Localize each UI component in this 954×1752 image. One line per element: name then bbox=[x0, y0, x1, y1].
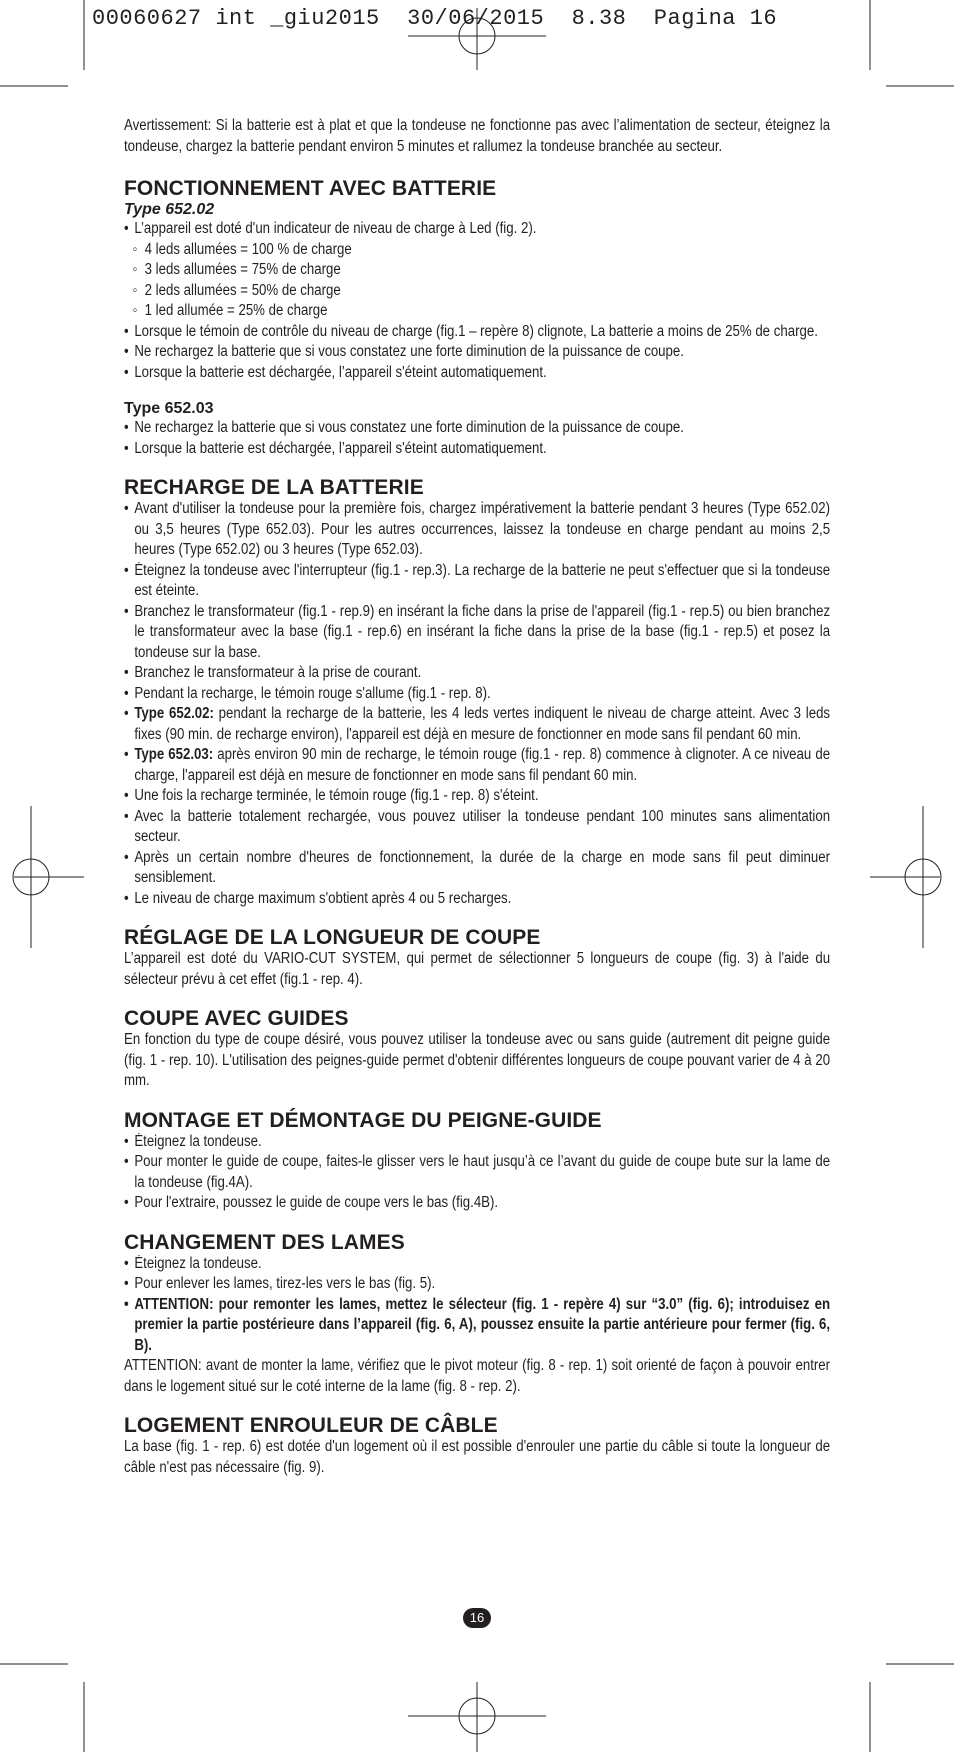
list-item: • Pour monter le guide de coupe, faites-le glisser vers le haut jusqu’à ce l’avant du guide de coupe bute sur la lame de la tondeuse (fig.4A). bbox=[124, 1152, 830, 1193]
section-title-blade-change: CHANGEMENT DES LAMES bbox=[124, 1230, 405, 1254]
type-65202-text: pendant la recharge de la batterie, les 4 leds vertes indiquent le niveau de charge atteint. Avec 3 leds fixes (90 min. de recharge environ), l'appareil est déjà en mesure de fonctionner en mode sans fil pendant 60 min. bbox=[134, 705, 831, 743]
led-level-list bbox=[124, 240, 830, 322]
list-item: • Pendant la recharge, le témoin rouge s'allume (fig.1 - rep. 8). bbox=[124, 684, 830, 705]
comb-mounting-bullets bbox=[124, 1132, 830, 1214]
attention-note: ATTENTION: avant de monter la lame, vérifiez que le pivot moteur (fig. 8 - rep. 1) soit orienté de façon à pouvoir entrer dans le logement situé sur le coté interne de la lame (fig. 8 - rep. 2). bbox=[124, 1357, 831, 1395]
list-item: • Avant d'utiliser la tondeuse pour la première fois, chargez impérativement la batterie pendant 3 heures (Type 652.02) ou 3,5 heures (Type 652.03). Pour les autres occurrences, laissez la tondeuse en charge pendant au moins 2,5 heures (Type 652.02) ou 3 heures (Type 652.03). bbox=[124, 499, 830, 561]
section-title-cut-length: RÉGLAGE DE LA LONGUEUR DE COUPE bbox=[124, 926, 541, 949]
attention-bold-item: • ATTENTION: pour remonter les lames, mettez le sélecteur (fig. 1 - repère 4) sur “3.0” (fig. 6); introduisez en premier la partie postérieure dans l’appareil (fig. 6, A), poussez ensuite la partie antérieure pour fermer (fig. 6, B). bbox=[124, 1295, 830, 1357]
section-title-battery-operation: FONCTIONNEMENT AVEC BATTERIE bbox=[124, 177, 497, 200]
list-item: • Le niveau de charge maximum s'obtient après 4 ou 5 recharges. bbox=[124, 889, 830, 910]
list-item: • Éteignez la tondeuse. bbox=[124, 1254, 830, 1275]
battery-bullets-a bbox=[124, 219, 830, 240]
list-item: • Branchez le transformateur (fig.1 - rep.9) en insérant la fiche dans la prise de l'appareil (fig.1 - rep.5) ou bien branchez le transformateur avec la base (fig.1 - rep.6) en insérant la fiche dans la prise de la base (fig.1 - rep.5) et posez la tondeuse sur la base. bbox=[124, 602, 830, 664]
list-item: • Avec la batterie totalement rechargée, vous pouvez utiliser la tondeuse pendant 100 minutes sans alimentation secteur. bbox=[124, 807, 830, 848]
list-item: ◦ 1 led allumée = 25% de charge bbox=[124, 301, 731, 322]
list-item: • L’appareil est doté d'un indicateur de niveau de charge à Led (fig. 2). bbox=[124, 219, 830, 240]
list-item: • Éteignez la tondeuse. bbox=[124, 1132, 830, 1153]
section-title-comb-mounting: MONTAGE ET DÉMONTAGE DU PEIGNE-GUIDE bbox=[124, 1108, 602, 1132]
recharge-bullets bbox=[124, 499, 830, 909]
list-item: ◦ 3 leds allumées = 75% de charge bbox=[124, 260, 731, 281]
section-title-guides: COUPE AVEC GUIDES bbox=[124, 1007, 349, 1030]
type-label-65202: Type 652.02 bbox=[124, 201, 215, 218]
list-item: • Lorsque le témoin de contrôle du niveau de charge (fig.1 – repère 8) clignote, La batterie a moins de 25% de charge. bbox=[124, 322, 830, 343]
print-slug: 00060627 int _giu2015 30/06/2015 8.38 Pagina 16 bbox=[92, 6, 778, 31]
list-item: ◦ 2 leds allumées = 50% de charge bbox=[124, 281, 731, 302]
list-item: • Lorsque la batterie est déchargée, l’appareil s'éteint automatiquement. bbox=[124, 363, 830, 384]
type-65203-label: Type 652.03: bbox=[134, 746, 214, 763]
list-item: • Pour enlever les lames, tirez-les vers le bas (fig. 5). bbox=[124, 1274, 830, 1295]
page-content bbox=[124, 116, 830, 1478]
type-label-65203: Type 652.03 bbox=[124, 400, 214, 417]
list-item: • Lorsque la batterie est déchargée, l’appareil s'éteint automatiquement. bbox=[124, 439, 830, 460]
list-item: • Après un certain nombre d'heures de fonctionnement, la durée de la charge en mode sans fil peut diminuer sensiblement. bbox=[124, 848, 830, 889]
list-item: • Branchez le transformateur à la prise de courant. bbox=[124, 663, 830, 684]
cut-length-text: L’appareil est doté du VARIO-CUT SYSTEM, qui permet de sélectionner 5 longueurs de coupe (fig. 3) à l'aide du sélecteur prévu à cet effet (fig.1 - rep. 4). bbox=[124, 950, 831, 988]
list-item bbox=[124, 704, 830, 745]
list-item: • Pour l'extraire, poussez le guide de coupe vers le bas (fig.4B). bbox=[124, 1193, 830, 1214]
battery-bullets-a2 bbox=[124, 322, 830, 384]
page-number-badge: 16 bbox=[463, 1608, 491, 1628]
cable-storage-text: La base (fig. 1 - rep. 6) est dotée d'un logement où il est possible d'enrouler une partie du câble si toute la longueur de câble n'est pas nécessaire (fig. 9). bbox=[124, 1438, 831, 1476]
intro-warning: Avertissement: Si la batterie est à plat et que la tondeuse ne fonctionne pas avec l’alimentation de secteur, éteignez la tondeuse, chargez la batterie pendant environ 5 minutes et rallumez la tondeuse branchée au secteur. bbox=[124, 117, 831, 155]
type-65202-label: Type 652.02: bbox=[134, 705, 214, 722]
list-item: • Éteignez la tondeuse avec l'interrupteur (fig.1 - rep.3). La recharge de la batterie ne peut s'effectuer que si la tondeuse est éteinte. bbox=[124, 561, 830, 602]
list-item: • Une fois la recharge terminée, le témoin rouge (fig.1 - rep. 8) s'éteint. bbox=[124, 786, 830, 807]
section-title-recharge: RECHARGE DE LA BATTERIE bbox=[124, 476, 424, 499]
blade-change-bullets bbox=[124, 1254, 830, 1357]
type-65203-text: après environ 90 min de recharge, le témoin rouge (fig.1 - rep. 8) commence à clignoter. A ce niveau de charge, l'appareil est déjà en mesure de fonctionner en mode sans fil pendant 60 min. bbox=[134, 746, 831, 784]
list-item: • Ne rechargez la batterie que si vous constatez une forte diminution de la puissance de coupe. bbox=[124, 342, 830, 363]
list-item bbox=[124, 745, 830, 786]
section-title-cable-storage: LOGEMENT ENROULEUR DE CÂBLE bbox=[124, 1414, 498, 1437]
guides-text: En fonction du type de coupe désiré, vous pouvez utiliser la tondeuse avec ou sans guide (autrement dit peigne guide (fig. 1 - rep. 10). L'utilisation des peignes-guide permet d'obtenir différentes longueurs de coupe pouvant varier de 4 à 20 mm. bbox=[124, 1031, 831, 1089]
battery-bullets-b bbox=[124, 418, 830, 459]
list-item: ◦ 4 leds allumées = 100 % de charge bbox=[124, 240, 731, 261]
list-item: • Ne rechargez la batterie que si vous constatez une forte diminution de la puissance de coupe. bbox=[124, 418, 830, 439]
